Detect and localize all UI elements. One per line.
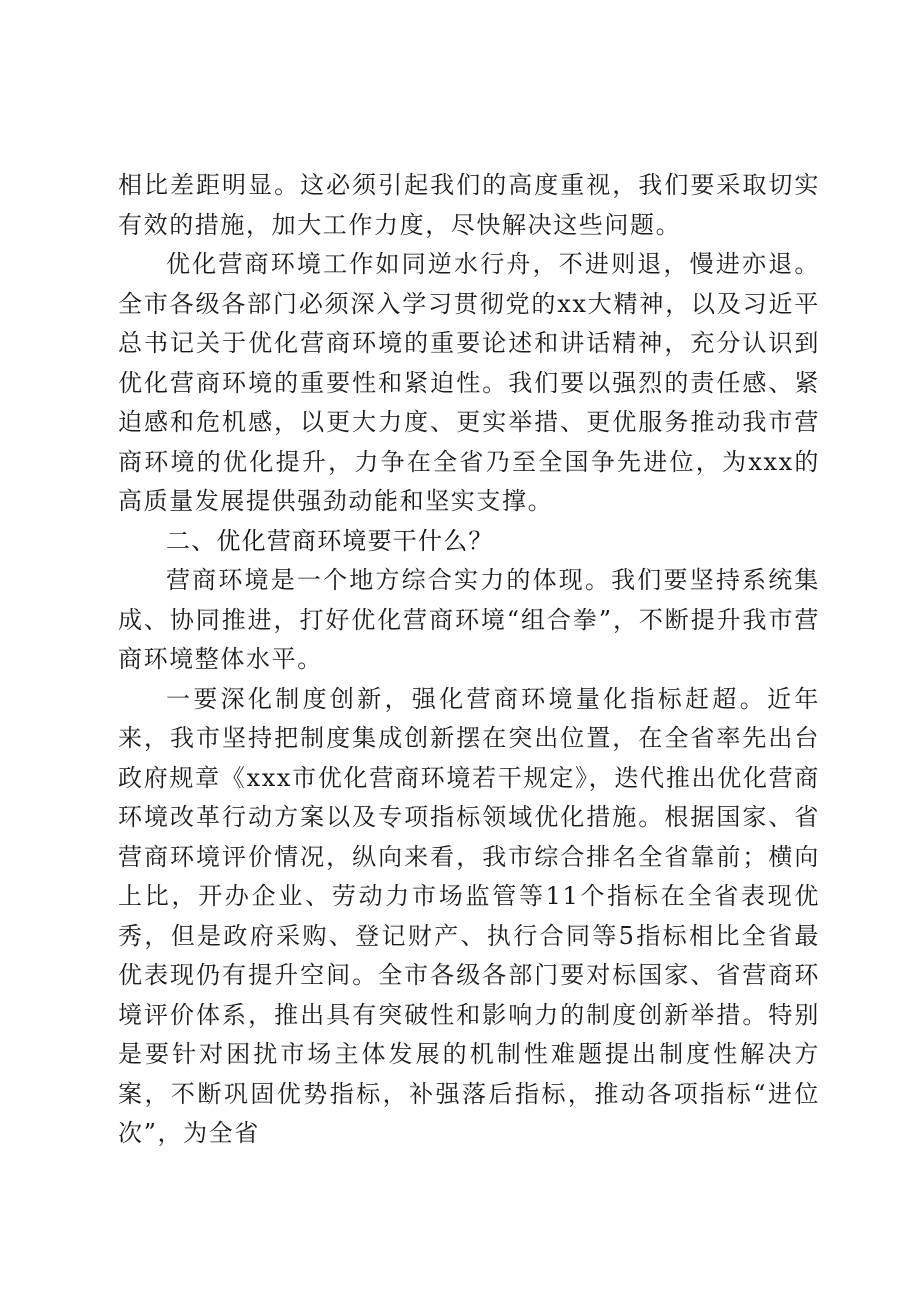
paragraph-section-intro: 营商环境是一个地方综合实力的体现。我们要坚持系统集成、协同推进，打好优化营商环境“组合拳”，不断提升我市营商环境整体水平。 (118, 566, 820, 673)
paragraph-institutional-innovation: 一要深化制度创新，强化营商环境量化指标赶超。近年来，我市坚持把制度集成创新摆在突出位置，在全省率先出台政府规章《xxx市优化营商环境若干规定》，迭代推出优化营商环境改革行动方案以及专项指标领域优化措施。根据国家、省营商环境评价情况，纵向来看，我市综合排名全省靠前；横向上比，开办企业、劳动力市场监管等11个指标在全省表现优秀，但是政府采购、登记财产、执行合同等5指标相比全省最优表现仍有提升空间。全市各级各部门要对标国家、省营商环境评价体系，推出具有突破性和影响力的制度创新举措。特别是要针对困扰市场主体发展的机制性难题提出制度性解决方案，不断巩固优势指标，补强落后指标，推动各项指标“进位次”，为全省 (118, 684, 820, 1147)
paragraph-urgency: 优化营商环境工作如同逆水行舟，不进则退，慢进亦退。全市各级各部门必须深入学习贯彻党的xx大精神，以及习近平总书记关于优化营商环境的重要论述和讲话精神，充分认识到优化营商环境的重要性和紧迫性。我们要以强烈的责任感、紧迫感和危机感，以更大力度、更实举措、更优服务推动我市营商环境的优化提升，力争在全省乃至全国争先进位，为xxx的高质量发展提供强劲动能和坚实支撑。 (118, 250, 820, 515)
document-body (118, 166, 820, 1154)
paragraph-continuation: 相比差距明显。这必须引起我们的高度重视，我们要采取切实有效的措施，加大工作力度，尽快解决这些问题。 (118, 171, 820, 239)
section-heading: 二、优化营商环境要干什么？ (166, 526, 494, 555)
